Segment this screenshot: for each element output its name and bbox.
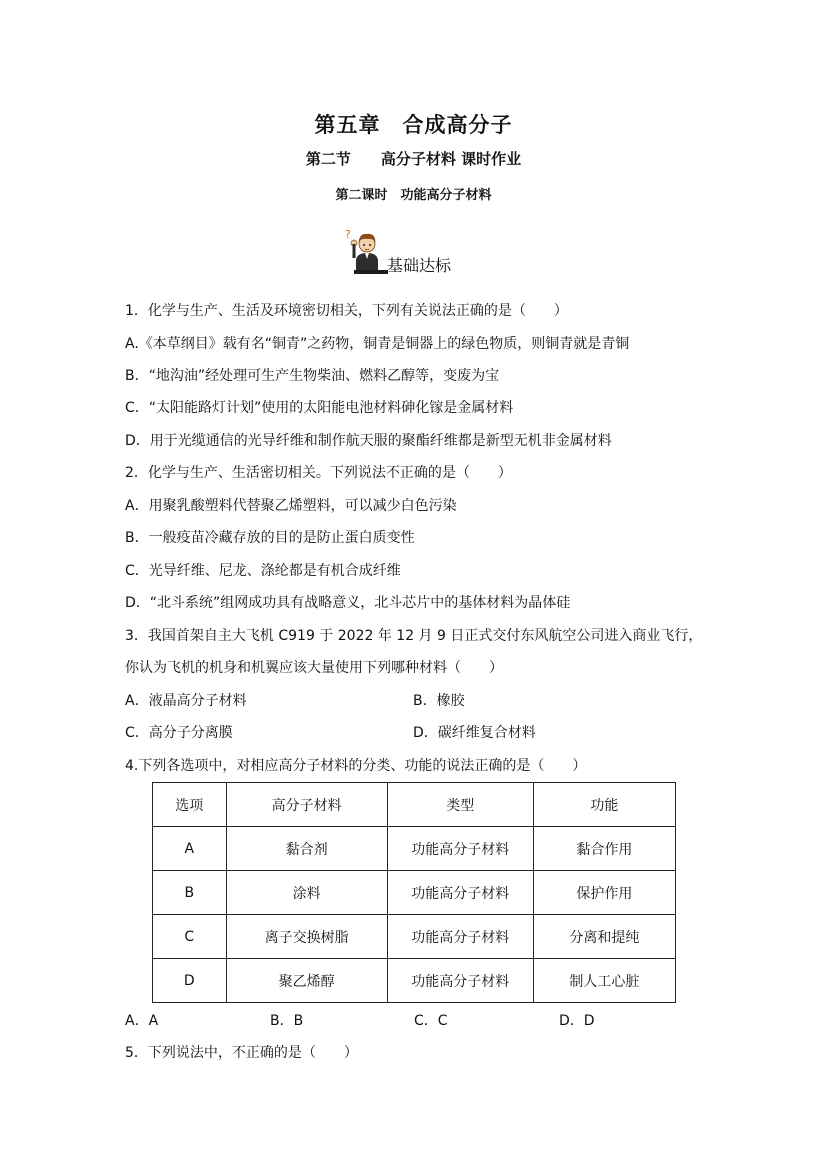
question-1-option-d: D．用于光缆通信的光导纤维和制作航天服的聚酯纤维都是新型无机非金属材料: [125, 433, 612, 449]
section-title: 第二节 高分子材料 课时作业: [305, 150, 522, 168]
basic-practice-badge: [344, 226, 484, 276]
table-header-cell: 高分子材料: [226, 783, 387, 827]
table-cell: 保护作用: [533, 871, 675, 915]
question-1-option-b: B．“地沟油”经处理可生产生物柴油、燃料乙醇等，变废为宝: [125, 368, 500, 384]
table-cell: 功能高分子材料: [387, 827, 533, 871]
table-row: [153, 915, 676, 959]
question-4-table: [152, 782, 676, 1003]
table-cell: 离子交换树脂: [226, 915, 387, 959]
question-5-stem: 5．下列说法中，不正确的是（ ）: [125, 1045, 358, 1061]
question-2-stem: 2．化学与生产、生活密切相关。下列说法不正确的是（ ）: [125, 465, 512, 481]
table-header-row: [153, 783, 676, 827]
question-4-option-b: B．B: [270, 1013, 304, 1029]
question-3-stem-line1: 3．我国首架自主大飞机 C919 于 2022 年 12 月 9 日正式交付东风航空公司进入商业飞行，: [125, 628, 703, 644]
table-row: [153, 871, 676, 915]
question-4-option-c: C．C: [414, 1013, 448, 1029]
question-4-stem: 4.下列各选项中，对相应高分子材料的分类、功能的说法正确的是（ ）: [125, 758, 587, 774]
table-header-cell: 选项: [153, 783, 227, 827]
question-1-option-c: C．“太阳能路灯计划”使用的太阳能电池材料砷化镓是金属材料: [125, 400, 514, 416]
table-cell: 制人工心脏: [533, 959, 675, 1003]
question-1-option-a: A.《本草纲目》载有名“铜青”之药物，铜青是铜器上的绿色物质，则铜青就是青铜: [125, 336, 630, 352]
badge-label: 基础达标: [387, 256, 452, 275]
question-3-option-c: C．高分子分离膜: [125, 725, 233, 741]
chapter-title: 第五章 合成高分子: [314, 113, 513, 137]
table-cell: 功能高分子材料: [387, 959, 533, 1003]
lesson-title: 第二课时 功能高分子材料: [335, 188, 492, 203]
question-3-option-b: B．橡胶: [413, 693, 465, 709]
table-cell: 涂料: [226, 871, 387, 915]
table-cell: 分离和提纯: [533, 915, 675, 959]
question-2-option-a: A．用聚乳酸塑料代替聚乙烯塑料，可以减少白色污染: [125, 498, 457, 514]
question-4-option-d: D．D: [559, 1013, 595, 1029]
table-cell: 黏合作用: [533, 827, 675, 871]
question-3-stem-line2: 你认为飞机的机身和机翼应该大量使用下列哪种材料（ ）: [125, 660, 503, 676]
table-row: [153, 827, 676, 871]
question-1-stem: 1．化学与生产、生活及环境密切相关，下列有关说法正确的是（ ）: [125, 303, 568, 319]
question-3-option-d: D．碳纤维复合材料: [413, 725, 536, 741]
table-cell: 聚乙烯醇: [226, 959, 387, 1003]
table-cell: 功能高分子材料: [387, 915, 533, 959]
table-cell: B: [153, 871, 227, 915]
question-2-option-b: B．一般疫苗冷藏存放的目的是防止蛋白质变性: [125, 530, 415, 546]
table-cell: C: [153, 915, 227, 959]
question-4-option-a: A．A: [125, 1013, 159, 1029]
svg-text:?: ?: [345, 228, 351, 241]
table-cell: 黏合剂: [226, 827, 387, 871]
question-2-option-c: C．光导纤维、尼龙、涤纶都是有机合成纤维: [125, 563, 401, 579]
table-row: [153, 959, 676, 1003]
table-cell: A: [153, 827, 227, 871]
question-2-option-d: D．“北斗系统”组网成功具有战略意义，北斗芯片中的基体材料为晶体硅: [125, 595, 571, 611]
student-thinking-icon: [344, 226, 388, 276]
table-header-cell: 类型: [387, 783, 533, 827]
question-3-option-a: A．液晶高分子材料: [125, 693, 247, 709]
table-cell: 功能高分子材料: [387, 871, 533, 915]
table-header-cell: 功能: [533, 783, 675, 827]
table-cell: D: [153, 959, 227, 1003]
